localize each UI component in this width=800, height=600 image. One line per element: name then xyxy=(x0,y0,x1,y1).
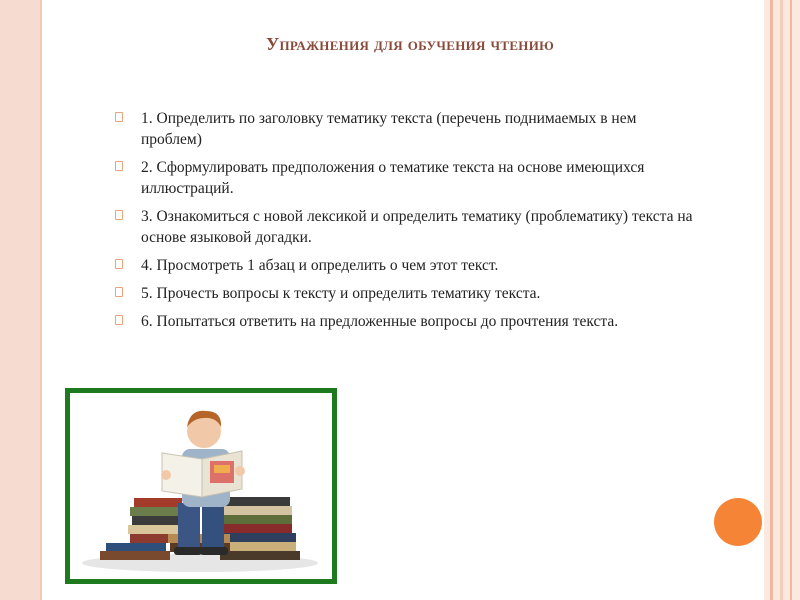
list-item xyxy=(114,157,694,199)
list-item-text: 3. Ознакомиться с новой лексикой и определить тематику (проблематику) текста на основе языковой догадки. xyxy=(141,208,693,246)
photo-frame xyxy=(65,388,337,584)
list-item-text: 2. Сформулировать предположения о тематике текста на основе имеющихся иллюстраций. xyxy=(141,159,645,197)
left-decor-line xyxy=(40,0,42,600)
bullet-icon xyxy=(115,161,123,171)
exercise-list xyxy=(114,108,694,339)
list-item xyxy=(114,283,694,304)
list-item xyxy=(114,108,694,150)
list-item-text: 4. Просмотреть 1 абзац и определить о чем этот текст. xyxy=(141,257,499,274)
slide-title: Упражнения для обучения чтению xyxy=(265,34,555,54)
boy-reading-books-photo xyxy=(70,393,332,579)
bullet-icon xyxy=(115,315,123,325)
boy-reading-illustration xyxy=(70,393,332,579)
list-item-text: 6. Попытаться ответить на предложенные вопросы до прочтения текста. xyxy=(141,313,619,330)
list-item-text: 5. Прочесть вопросы к тексту и определить тематику текста. xyxy=(141,285,541,302)
bullet-icon xyxy=(115,112,123,122)
bullet-icon xyxy=(115,259,123,269)
list-item xyxy=(114,255,694,276)
orange-circle-decor xyxy=(714,498,762,546)
bullet-icon xyxy=(115,287,123,297)
list-item xyxy=(114,311,694,332)
right-decor-stripe xyxy=(790,0,792,600)
list-item-text: 1. Определить по заголовку тематику текста (перечень поднимаемых в нем проблем) xyxy=(141,110,637,148)
bullet-icon xyxy=(115,210,123,220)
left-decor-band xyxy=(0,0,40,600)
list-item xyxy=(114,206,694,248)
right-decor-stripe xyxy=(780,0,783,600)
right-decor-stripe xyxy=(770,0,773,600)
